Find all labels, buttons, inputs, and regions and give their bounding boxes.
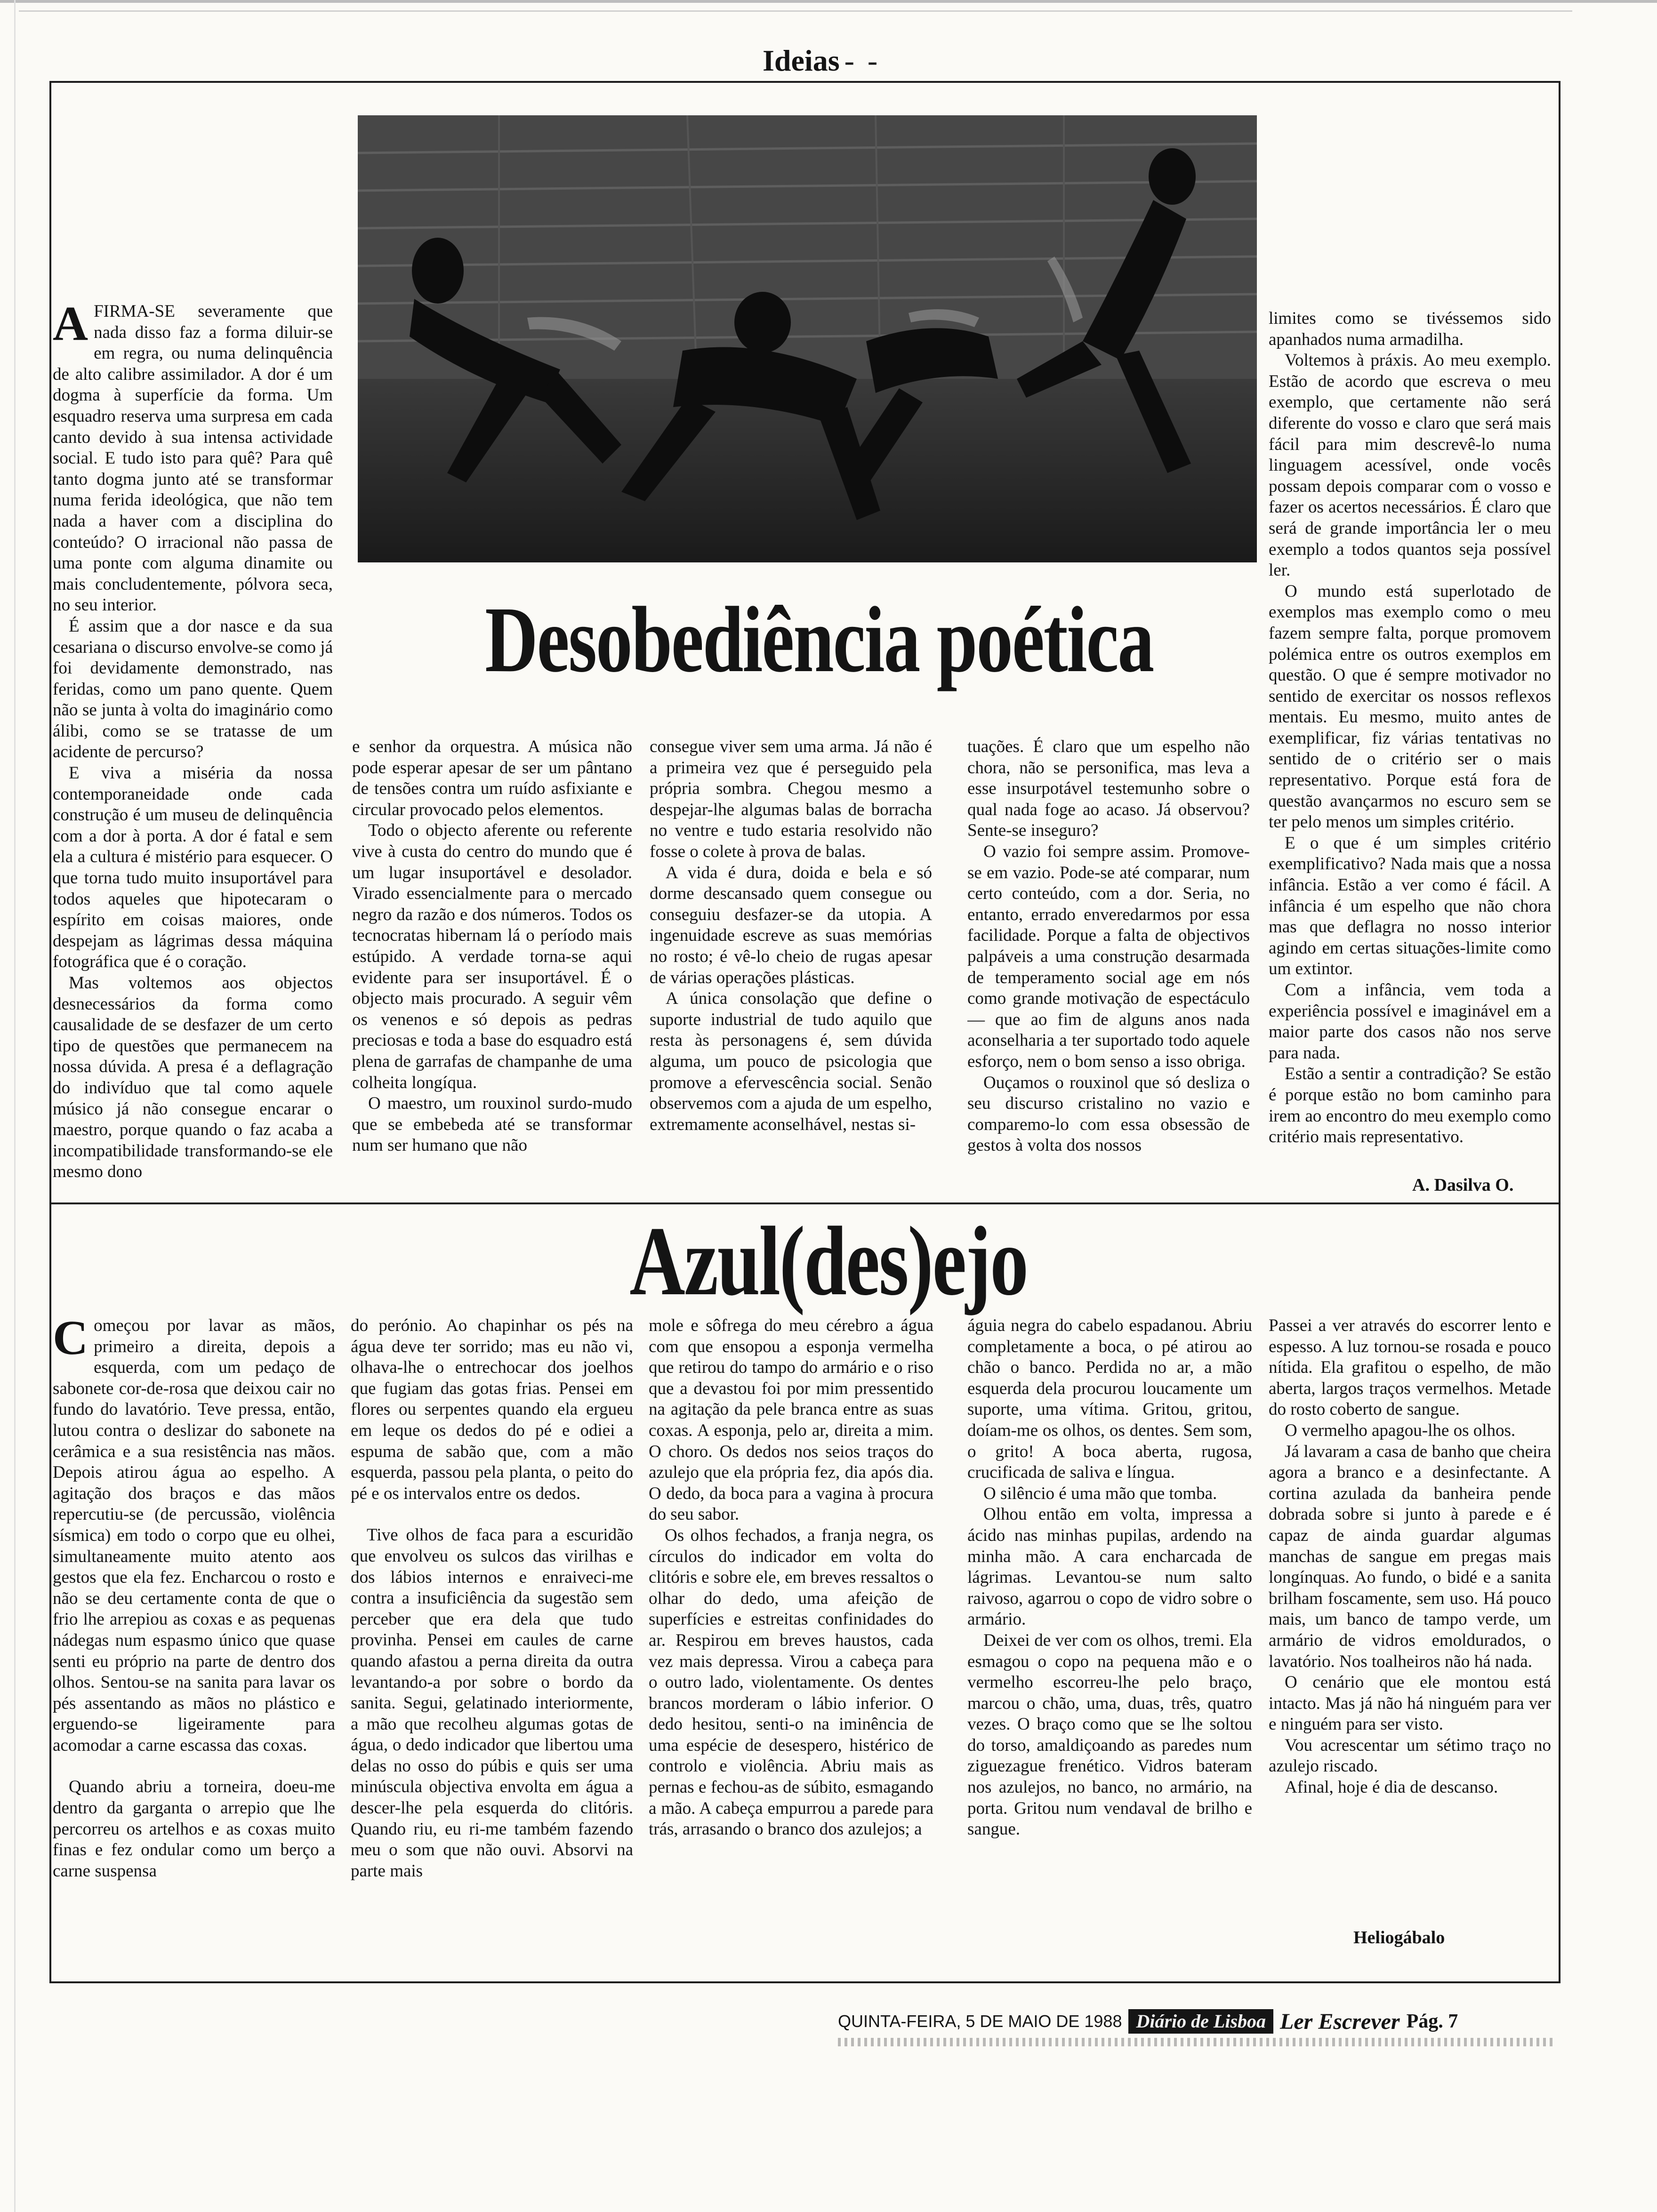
article1-column-2	[352, 737, 632, 1188]
article1-col3-para-3: A única consolação que define o suporte industrial de tudo aquilo que resta às personagens é, sem dúvida alguma, um pouco de psicologia que promove a efervescência social. Senão observemos com a ajuda de um espelho, extremamente aconselhável, nestas si-	[650, 989, 932, 1134]
article1-col1-para-3: E viva a miséria da nossa contemporaneidade onde cada construção é um museu de delinquência com a dor à porta. A dor é fatal e sem ela a cultura é mistério para esquecer. O que torna tudo muito insuportável para todos aqueles que hipotecaram o espírito em coisas maiores, onde despejam as lágrimas dessa máquina fotográfica que é o coração.	[53, 763, 333, 972]
article1-col3-para-2: A vida é dura, doida e bela e só dorme descansado quem consegue ou conseguiu desfazer-se da utopia. A ingenuidade escreve as suas memórias no rosto; é vê-lo cheio de rugas apesar de várias operações plásticas.	[650, 863, 932, 987]
article1-byline: A. Dasilva O.	[1412, 1175, 1514, 1195]
article2-col4-para-2: O silêncio é uma mão que tomba.	[983, 1483, 1217, 1503]
page-footer	[838, 2003, 1563, 2040]
section-title	[763, 43, 880, 78]
page-number: Pág. 7	[1406, 2011, 1458, 2032]
article1-col3-para-1: consegue viver sem uma arma. Já não é a primeira vez que é perseguido pela própria sombra. Chegou mesmo a despejar-lhe algumas balas de borracha no ventre e tudo estaria resolvido não fosse o colete à prova de balas.	[650, 737, 932, 861]
article2-col1-text-1: omeçou por lavar as mãos, primeiro a direita, depois a esquerda, com um pedaço de sabonete cor-de-rosa que deixou cair no fundo do lavatório. Teve pressa, então, lutou contra o deslizar do sabonete na cerâmica e a sua resistência nas mãos. Depois atirou água ao espelho. A agitação dos braços e das mãos repercutiu-se (de percussão, violência sísmica) em todo o corpo que eu olhei, simultaneamente muito atento aos gestos que ela fez. Encharcou o rosto e não se deu certamente conta de que o frio lhe arrepiou as coxas e as pequenas nádegas num espasmo único que quase senti eu próprio na parte de dentro dos olhos. Sentou-se na sanita para lavar os pés assentando as mãos no plástico e erguendo-se ligeiramente para acomodar a carne escassa das coxas.	[53, 1316, 335, 1755]
article2-col1-para-1	[53, 1315, 335, 1756]
article2-col5-para-4: O cenário que ele montou está intacto. Mas já não há ninguém para ver e ninguém para ser visto.	[1269, 1673, 1551, 1734]
article2-byline: Heliogábalo	[1353, 1928, 1445, 1948]
article-divider-rule	[49, 1202, 1560, 1204]
frame-top-rule	[49, 81, 1560, 83]
article2-col5-para-2: O vermelho apagou-lhe os olhos.	[1285, 1420, 1516, 1440]
dancers-photo-icon	[358, 115, 1257, 562]
article1-col1-para-1	[53, 301, 333, 616]
article2-column-4	[967, 1315, 1252, 1944]
article1-col2-para-3: O maestro, um rouxinol surdo-mudo que se embebeda até se transformar num ser humano que não	[352, 1094, 632, 1155]
article2-title: Azul(des)ejo	[629, 1207, 1028, 1316]
article2-column-2	[351, 1315, 633, 1944]
frame-left-rule	[49, 81, 51, 1983]
article1-col4-para-3: Ouçamos o rouxinol que só desliza o seu discurso cristalino no vazio e comparemo-lo com essa obsessão de gestos à volta dos nossos	[967, 1073, 1250, 1155]
footer-underline	[838, 2038, 1553, 2046]
frame-bottom-rule	[49, 1981, 1560, 1983]
article1-col5-para-2: Voltemos à práxis. Ao meu exemplo. Estão de acordo que escreva o meu exemplo, que certamente não será diferente do vosso e claro que será mais fácil para mim descrevê-lo numa linguagem acessível, onde vocês possam depois comparar com o vosso e fazer os acertos necessários. É claro que será de grande importância ler o meu exemplo a todos quantos seja possível ler.	[1269, 351, 1551, 580]
section-dots: - -	[844, 44, 881, 77]
scan-edge-left	[14, 0, 16, 2212]
article1-col5-para-5: Com a infância, vem toda a experiência possível e imaginável em a maior parte dos casos não nos serve para nada.	[1269, 980, 1551, 1063]
article1-col5-para-3: O mundo está superlotado de exemplos mas exemplo como o meu fazem sempre falta, porque promovem polémica entre os outros exemplos em questão. O que é sempre motivador no sentido de exercitar os nossos reflexos mentais. Eu mesmo, muito antes de exemplificar, fiz várias tentativas no sentido de o critério ser o mais representativo. Porque está fora de questão avançarmos no escuro sem se ter pelo menos um simples critério.	[1269, 581, 1551, 832]
article1-col4-para-1: tuações. É claro que um espelho não chora, não se personifica, mas leva a esse insurpotável testemunho sobre o qual nada foge ao acaso. Já observou? Sente-se inseguro?	[967, 737, 1250, 841]
article2-col5-para-5: Vou acrescentar um sétimo traço no azulejo riscado.	[1269, 1735, 1551, 1776]
article2-column-1	[53, 1315, 335, 1944]
drop-cap-c: C	[53, 1315, 88, 1365]
article-title: Desobediência poética	[485, 588, 1153, 692]
article2-col5-para-6: Afinal, hoje é dia de descanso.	[1285, 1778, 1498, 1797]
article1-col2-para-2: Todo o objecto aferente ou referente vive à custa do centro do mundo que é um lugar insuportável e desolador. Virado essencialmente para o mercado negro da razão e dos números. Todos os tecnocratas hibernam lá o período mais estúpido. A verdade torna-se aqui evidente para ser insuportável. É o objecto mais procurado. A seguir vêm os venenos e só depois as pedras preciosas e toda a base do esquadro está plena de garrafas de champanhe de uma colheita longíqua.	[352, 821, 632, 1092]
scan-edge-top	[0, 0, 1657, 3]
drop-cap: A	[53, 301, 88, 351]
newspaper-masthead: Diário de Lisboa	[1128, 2009, 1273, 2034]
article1-column-4	[967, 737, 1250, 1188]
article1-column-3	[650, 737, 932, 1188]
article1-col1-para-4: Mas voltemos aos objectos desnecessários da forma como causalidade de se desfazer de um certo tipo de questões que permanecem na nossa dúvida. A presa é a deflagração do indivíduo que tal como aquele músico já não consegue encarar o maestro, porque quando o faz acaba a incompatibilidade transformando-se ele mesmo dono	[53, 973, 333, 1182]
article2-col5-para-1: Passei a ver através do escorrer lento e espesso. A luz tornou-se rosada e pouco nítida. Ela grafitou o espelho, de mão aberta, largos traços vermelhos. Metade do rosto coberto de sangue.	[1269, 1316, 1551, 1419]
article2-col5-para-3: Já lavaram a casa de banho que cheira agora a branco e a desinfectante. A cortina azulada da banheira pende dobrada sobre si junto à parede e é capaz de ainda guardar algumas manchas de sangue em pregas mais longínquas. Ao fundo, o bidé e a sanita brilham foscamente, sem uso. Há pouco mais, um banco de tampo verde, um armário de vidros emoldurados, o lavatório. Nos toalheiros não há nada.	[1269, 1442, 1551, 1671]
article1-column-5	[1269, 308, 1551, 1162]
article2-col2-para-2: Tive olhos de faca para a escuridão que envolveu os sulcos das virilhas e dos lábios internos e enraiveci-me contra a insuficiência da sugestão sem perceber que era dela que tudo provinha. Pensei em caules de carne quando afastou a perna direita da outra levantando-a por sobre o bordo da sanita. Segui, gelatinado interiormente, a mão que recolheu algumas gotas de água, o dedo indicador que libertou uma delas no osso do púbis e quis ser uma minúscula objectiva envolta em água a descer-lhe pela esquerda do clitóris. Quando riu, eu ri-me também fazendo meu o som que não ouvi. Absorvi na parte mais	[351, 1525, 633, 1881]
supplement-name: Ler Escrever	[1280, 2009, 1400, 2034]
article2-col1-para-2: Quando abriu a torneira, doeu-me dentro da garganta o arrepio que lhe percorreu os artelhos e as coxas muito finas e fez ondular como um berço a carne suspensa	[53, 1777, 335, 1881]
article1-col1-para-2: É assim que a dor nasce e da sua cesariana o discurso envolve-se como já foi devidamente demonstrado, nas feridas, como um pano quente. Quem não se junta à volta do imaginário como álibi, como se se tratasse de um acidente de percurso?	[53, 616, 333, 762]
article1-column-1	[53, 301, 333, 1186]
article1-col2-para-1: e senhor da orquestra. A música não pode esperar apesar de ser um pântano de tensões contra um ruído asfixiante e circular provocado pelos elementos.	[352, 737, 632, 819]
article1-col4-para-2: O vazio foi sempre assim. Promove-se em vazio. Pode-se até comparar, num certo conteúdo, com a dor. Seria, no entanto, errado enveredarmos por essa facilidade. Porque a falta de objectivos palpáveis a uma construção desarmada de temperamento social age em nós como grande motivação de espectáculo — que ao fim de alguns anos nada aconselharia a ter suportado todo aquele esforço, nem o bom senso a isso obriga.	[967, 842, 1250, 1071]
section-name: Ideias	[763, 44, 840, 77]
article2-column-5	[1269, 1315, 1551, 1894]
article2-col4-para-4: Deixei de ver com os olhos, tremi. Ela esmagou o copo na pequena mão e o vermelho escorreu-lhe pelo braço, marcou o chão, uma, duas, três, quatro vezes. O braço como que se lhe soltou do torso, amaldiçoando as paredes num ziguezague frenético. Vidros bateram nos azulejos, no banco, no armário, na porta. Gritou num vendaval de brilho e sangue.	[967, 1630, 1252, 1839]
article2-col4-para-3: Olhou então em volta, impressa a ácido nas minhas pupilas, ardendo na minha mão. A cara encharcada de lágrimas. Levantou-se num salto raivoso, agarrou o copo de vidro sobre o armário.	[967, 1505, 1252, 1629]
scan-edge-line	[19, 10, 1572, 12]
article1-col5-para-4: E o que é um simples critério exemplificativo? Nada mais que a nossa infância. Estão a ver como é fácil. A infância é um espelho que não chora mas que deflagra no nosso interior agindo em certas situações-limite como um extintor.	[1269, 833, 1551, 979]
article2-col2-para-1: do perónio. Ao chapinhar os pés na água deve ter sorrido; mas eu não vi, olhava-lhe o entrechocar dos joelhos que fugiam das gotas frias. Pensei em flores ou serpentes quando ela ergueu em leque os dedos do pé e odiei a espuma de sabão que, com a mão esquerda, passou pela planta, o peito do pé e os intervalos entre os dedos.	[351, 1316, 633, 1503]
dancers-photo	[358, 115, 1257, 562]
article2-column-3	[649, 1315, 933, 1944]
article1-col1-text-1: FIRMA-SE severamente que nada disso faz a forma diluir-se em regra, ou numa delinquência de alto calibre assimilador. A dor é um dogma à superfície da forma. Um esquadro reserva uma surpresa em cada canto devido à sua intensa actividade social. E tudo isto para quê? Para quê tanto dogma junto até se transformar numa ferida ideológica, que não tem nada a haver com a disciplina do conteúdo? O irracional não passa de uma ponte com alguma dinamite ou mais concludentemente, pólvora seca, no seu interior.	[53, 302, 333, 615]
article1-col5-para-1: limites como se tivéssemos sido apanhados numa armadilha.	[1269, 309, 1551, 349]
article2-col4-para-1: águia negra do cabelo espadanou. Abriu completamente a boca, o pé atirou ao chão o banco. Perdida no ar, a mão esquerda dela procurou loucamente um suporte, uma vítima. Gritou, gritou, doíam-me os olhos, os dentes. Sem som, o grito! A boca aberta, rugosa, crucificada de saliva e língua.	[967, 1316, 1252, 1483]
footer-date: QUINTA-FEIRA, 5 DE MAIO DE 1988	[838, 2012, 1122, 2031]
article2-col3-para-1: mole e sôfrega do meu cérebro a água com que ensopou a esponja vermelha que retirou do tampo do armário e o riso que a devastou foi por mim pressentido na agitação da pele branca entre as suas coxas. A esponja, pelo ar, direita a mim. O choro. Os dedos nos seios traços do azulejo que ela própria fez, dia após dia. O dedo, da boca para a vagina à procura do seu sabor.	[649, 1316, 933, 1524]
article1-col5-para-6: Estão a sentir a contradição? Se estão é porque estão no bom caminho para irem ao encontro do meu exemplo como critério mais representativo.	[1269, 1064, 1551, 1147]
article2-col3-para-2: Os olhos fechados, a franja negra, os círculos do indicador em volta do clitóris e sobre ele, em breves ressaltos o olhar do dedo, uma afeição de superfícies e estreitas confinidades do ar. Respirou em breves haustos, cada vez mais depressa. Virou a cabeça para o outro lado, violentamente. Os dentes brancos morderam o lábio inferior. O dedo hesitou, senti-o na iminência de uma espécie de desespero, histérico de controlo e violência. Abriu mais as pernas e fechou-as de súbito, esmagando a mão. A cabeça empurrou a parede para trás, arrasando o branco dos azulejos; a	[649, 1525, 933, 1839]
frame-right-rule	[1559, 81, 1560, 1983]
